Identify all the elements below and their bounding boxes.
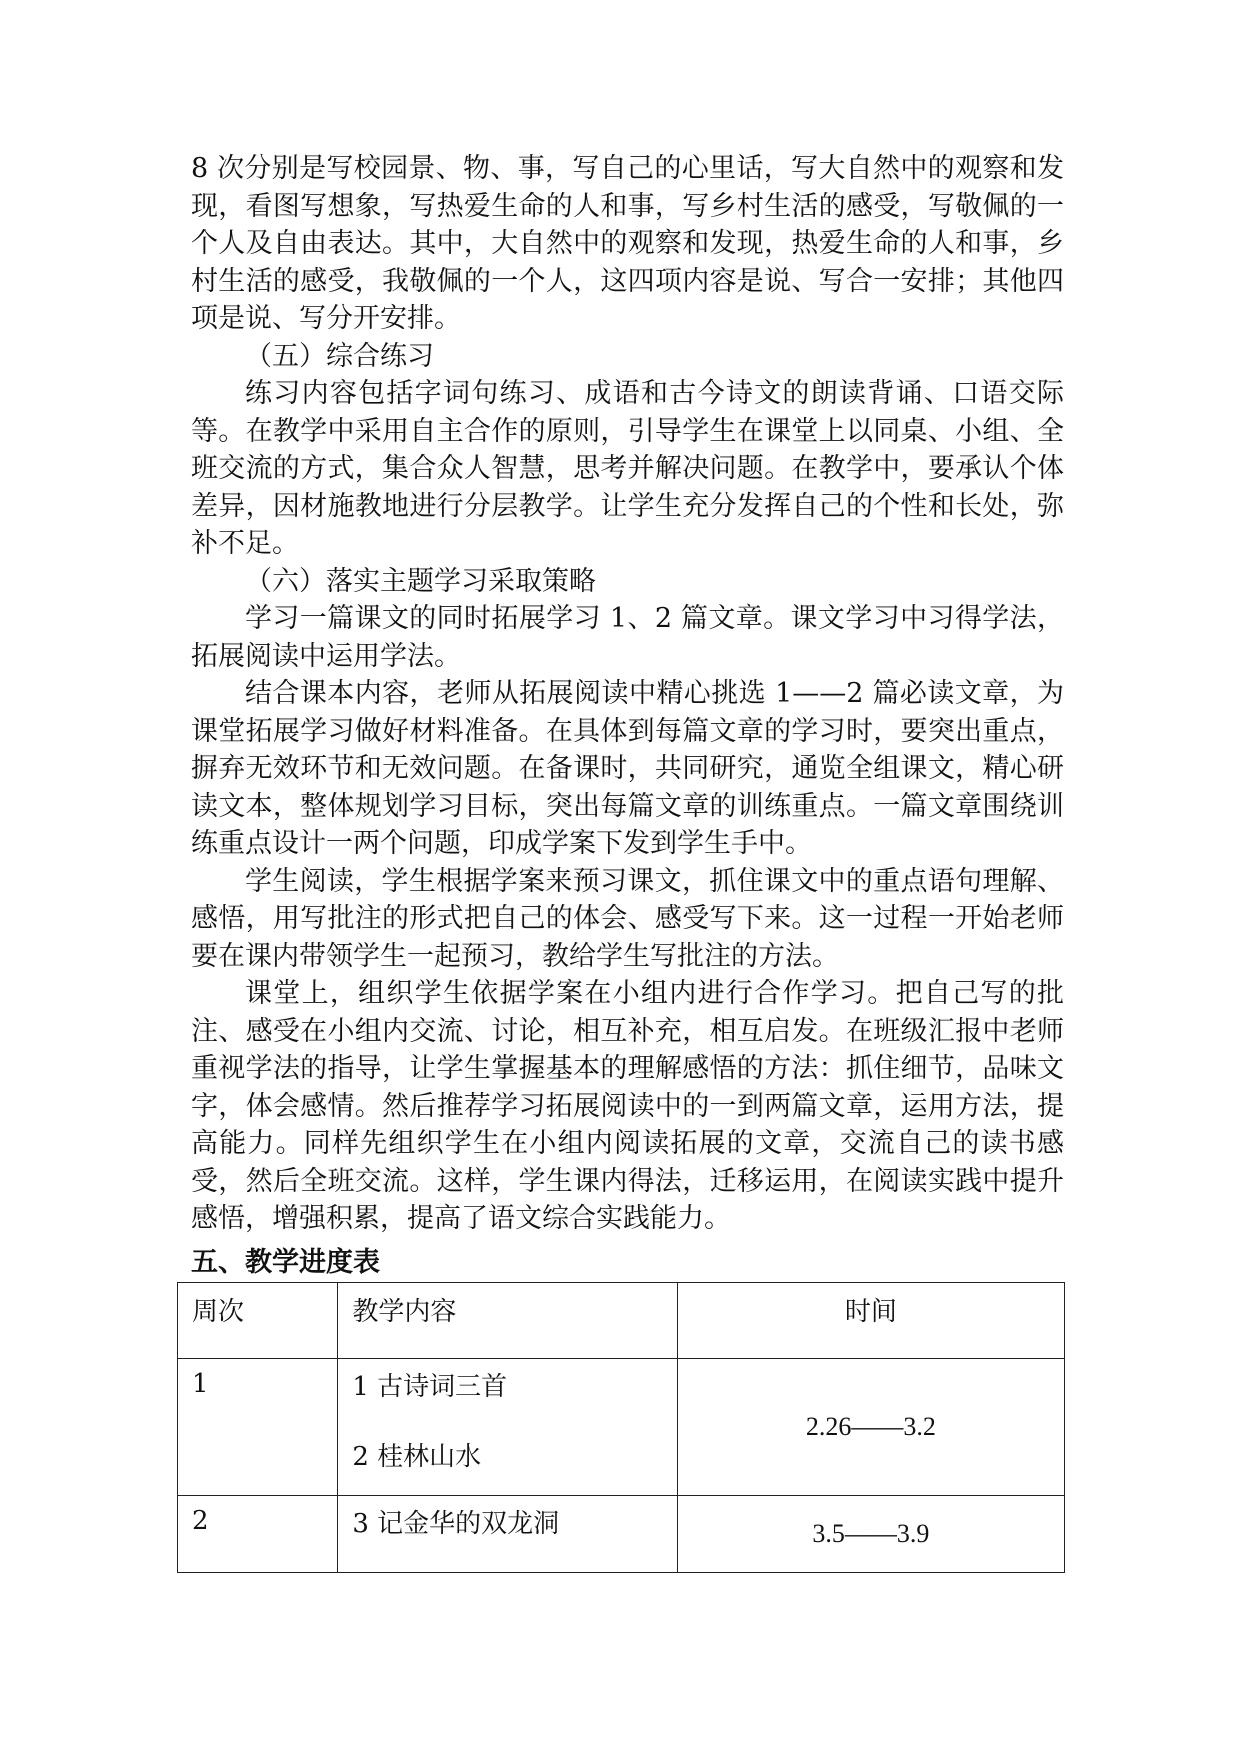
- lesson-list: [338, 1496, 676, 1542]
- header-week: [178, 1283, 338, 1359]
- section-title: 五、教学进度表: [191, 1247, 380, 1278]
- lesson-item: 3 记金华的双龙洞: [352, 1509, 560, 1539]
- week-number: 2: [192, 1506, 209, 1536]
- header-time: [677, 1283, 1064, 1359]
- heading-comprehensive-practice: （五）综合练习: [245, 340, 434, 372]
- header-week-label: 周次: [192, 1297, 245, 1327]
- paragraph-lesson-preparation: 结合课本内容，老师从拓展阅读中精心挑选 1——2 篇必读文章，为课堂拓展学习做好材料准备。在具体到每篇文章的学习时，要突出重点，摒弃无效环节和无效问题。在备课时，共同研究，通览全组课文，精心研读文本，整体规划学习目标，突出每篇文章的训练重点。一篇文章围绕训练重点设计一两个问题，印成学案下发到学生手中。: [191, 678, 1064, 859]
- cell-week: [178, 1496, 338, 1573]
- lesson-list: [338, 1359, 676, 1475]
- time-range: 2.26——3.2: [805, 1412, 936, 1441]
- header-content: [338, 1283, 677, 1359]
- paragraph-student-reading: 学生阅读，学生根据学案来预习课文，抓住课文中的重点语句理解、感悟，用写批注的形式把自己的体会、感受写下来。这一过程一开始老师要在课内带领学生一起预习，教给学生写批注的方法。: [191, 865, 1064, 972]
- cell-content: [338, 1359, 677, 1496]
- cell-time: [677, 1359, 1064, 1496]
- heading-theme-learning-strategy: （六）落实主题学习采取策略: [245, 565, 596, 597]
- paragraph-extended-reading: 学习一篇课文的同时拓展学习 1、2 篇文章。课文学习中习得学法，拓展阅读中运用学法。: [191, 603, 1064, 672]
- body-text: [191, 150, 1064, 1238]
- table-row: [178, 1496, 1065, 1573]
- lesson-item: 1 古诗词三首: [352, 1372, 508, 1402]
- table-row: [178, 1359, 1065, 1496]
- schedule-table: [177, 1282, 1065, 1573]
- paragraph-writing-topics: 8 次分别是写校园景、物、事，写自己的心里话，写大自然中的观察和发现，看图写想象，写热爱生命的人和事，写乡村生活的感受，写敬佩的一个人及自由表达。其中，大自然中的观察和发现，热爱生命的人和事，乡村生活的感受，我敬佩的一个人，这四项内容是说、写合一安排；其他四项是说、写分开安排。: [191, 153, 1064, 334]
- cell-week: [178, 1359, 338, 1496]
- time-range: 3.5——3.9: [812, 1519, 930, 1548]
- paragraph-classroom-cooperation: 课堂上，组织学生依据学案在小组内进行合作学习。把自己写的批注、感受在小组内交流、讨论，相互补充，相互启发。在班级汇报中老师重视学法的指导，让学生掌握基本的理解感悟的方法：抓住细节，品味文字，体会感情。然后推荐学习拓展阅读中的一到两篇文章，运用方法，提高能力。同样先组织学生在小组内阅读拓展的文章，交流自己的读书感受，然后全班交流。这样，学生课内得法，迁移运用，在阅读实践中提升感悟，增强积累，提高了语文综合实践能力。: [191, 978, 1064, 1234]
- cell-time: [677, 1496, 1064, 1573]
- cell-content: [338, 1496, 677, 1573]
- week-number: 1: [192, 1369, 209, 1399]
- paragraph-practice-content: 练习内容包括字词句练习、成语和古今诗文的朗读背诵、口语交际等。在教学中采用自主合作的原则，引导学生在课堂上以同桌、小组、全班交流的方式，集合众人智慧，思考并解决问题。在教学中，要承认个体差异，因材施教地进行分层教学。让学生充分发挥自己的个性和长处，弥补不足。: [191, 378, 1064, 559]
- header-content-label: 教学内容: [352, 1297, 457, 1327]
- lesson-item: 2 桂林山水: [352, 1442, 482, 1472]
- table-header-row: [178, 1283, 1065, 1359]
- header-time-label: 时间: [844, 1297, 897, 1327]
